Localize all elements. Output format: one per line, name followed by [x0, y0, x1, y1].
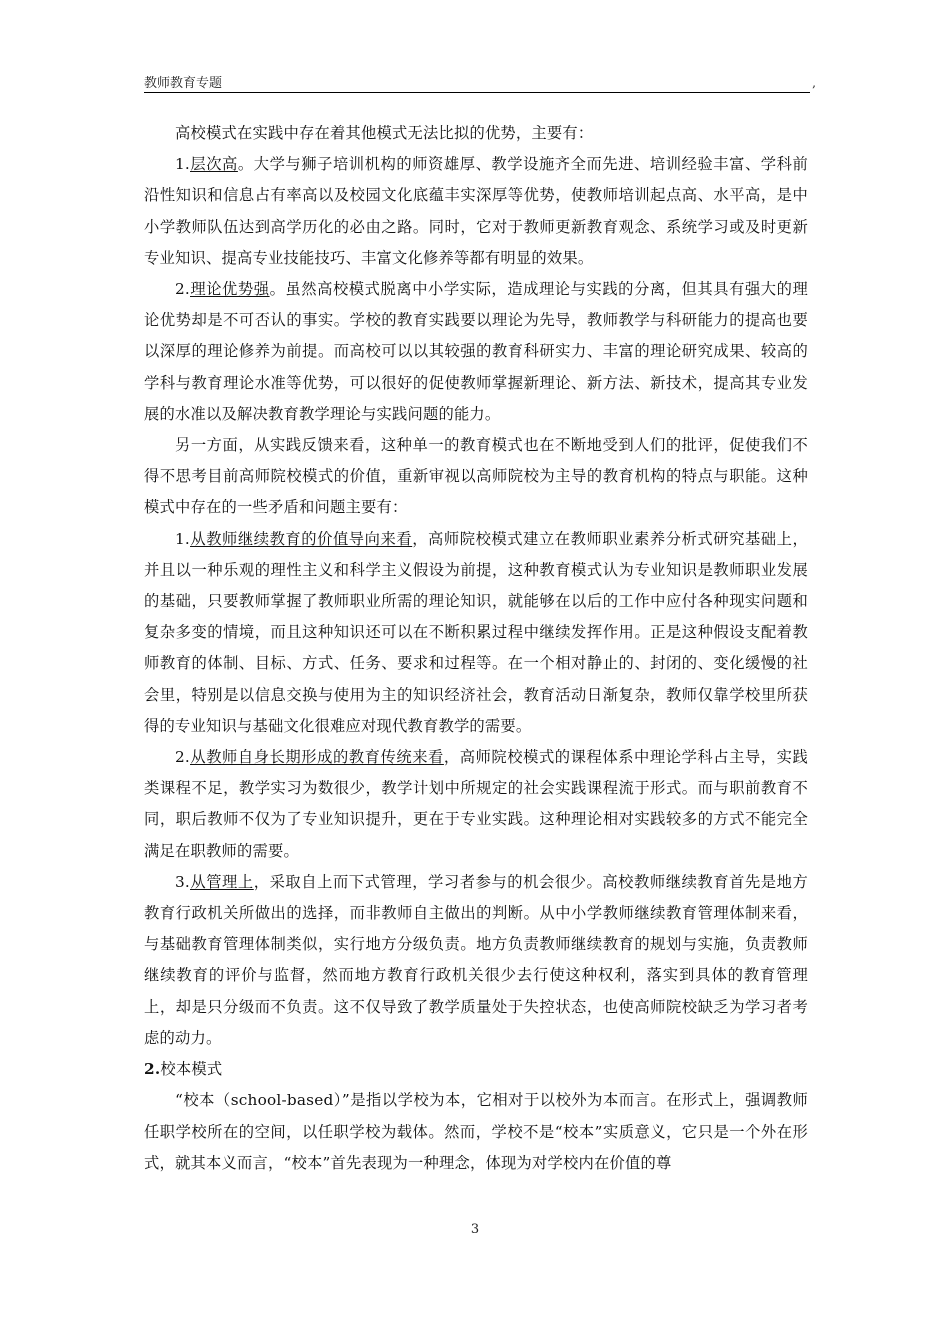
page-number: 3	[470, 1222, 480, 1237]
list-number: 2.	[175, 748, 190, 767]
paragraph-problem-3	[144, 867, 808, 1054]
underlined-phrase: 从教师自身长期形成的教育传统来看	[190, 748, 444, 767]
section-number: 2.	[144, 1060, 161, 1079]
underlined-phrase: 从管理上	[190, 872, 254, 891]
paragraph-problem-2	[144, 742, 808, 867]
paragraph-text: 。虽然高校模式脱离中小学实际，造成理论与实践的分离，但其具有强大的理论优势却是不可否认的事实。学校的教育实践要以理论为先导，教师教学与科研能力的提高也要以深厚的理论修养为前提。而高校可以以其较强的教育科研实力、丰富的理论研究成果、较高的学科与教育理论水准等优势，可以很好的促使教师掌握新理论、新方法、新技术，提高其专业发展的水准以及解决教育教学理论与实践问题的能力。	[144, 280, 808, 423]
paragraph-school-based	[144, 1085, 808, 1179]
list-number: 3.	[175, 872, 190, 891]
paragraph-text: 高校模式在实践中存在着其他模式无法比拟的优势，主要有：	[175, 124, 594, 142]
paragraph-text: 另一方面，从实践反馈来看，这种单一的教育模式也在不断地受到人们的批评，促使我们不得不思考目前高师院校模式的价值，重新审视以高师院校为主导的教育机构的特点与职能。这种模式中存在的一些矛盾和问题主要有：	[144, 436, 808, 517]
paragraph-advantage-1	[144, 149, 808, 274]
list-number: 1.	[175, 155, 190, 174]
paragraph-intro	[144, 118, 808, 149]
header-title: 教师教育专题	[144, 76, 223, 91]
paragraph-transition	[144, 430, 808, 524]
page-header	[144, 70, 816, 93]
header-mark: ,	[812, 76, 816, 90]
paragraph-text: “校本（school-based）”是指以学校为本，它相对于以校外为本而言。在形式上，强调教师任职学校所在的空间，以任职学校为载体。然而，学校不是“校本”实质意义，它只是一个外在形式，就其本义而言，“校本”首先表现为一种理念，体现为对学校内在价值的尊	[144, 1091, 808, 1172]
paragraph-advantage-2	[144, 274, 808, 430]
paragraph-problem-1	[144, 524, 808, 742]
paragraph-text: ，高师院校模式建立在教师职业素养分析式研究基础上，并且以一种乐观的理性主义和科学主义假设为前提，这种教育模式认为专业知识是教师职业发展的基础，只要教师掌握了教师职业所需的理论知识，就能够在以后的工作中应付各种现实问题和复杂多变的情境，而且这种知识还可以在不断积累过程中继续发挥作用。正是这种假设支配着教师教育的体制、目标、方式、任务、要求和过程等。在一个相对静止的、封闭的、变化缓慢的社会里，特别是以信息交换与使用为主的知识经济社会，教育活动日渐复杂，教师仅靠学校里所获得的专业知识与基础文化很难应对现代教育教学的需要。	[144, 529, 808, 735]
underlined-phrase: 理论优势强	[190, 280, 270, 299]
underlined-phrase: 层次高	[190, 155, 238, 174]
underlined-phrase: 从教师继续教育的价值导向来看	[190, 529, 413, 548]
section-title: 校本模式	[160, 1060, 223, 1079]
paragraph-text: 。大学与狮子培训机构的师资雄厚、教学设施齐全而先进、培训经验丰富、学科前沿性知识和信息占有率高以及校园文化底蕴丰实深厚等优势，使教师培训起点高、水平高，是中小学教师队伍达到高学历化的必由之路。同时，它对于教师更新教育观念、系统学习或及时更新专业知识、提高专业技能技巧、丰富文化修养等都有明显的效果。	[144, 155, 808, 267]
paragraph-text: ，采取自上而下式管理，学习者参与的机会很少。高校教师继续教育首先是地方教育行政机关所做出的选择，而非教师自主做出的判断。从中小学教师继续教育管理体制来看，与基础教育管理体制类似，实行地方分级负责。地方负责教师继续教育的规划与实施，负责教师继续教育的评价与监督，然而地方教育行政机关很少去行使这种权利，落实到具体的教育管理上，却是只分级而不负责。这不仅导致了教学质量处于失控状态，也使高师院校缺乏为学习者考虑的动力。	[144, 872, 808, 1047]
document-body	[144, 118, 808, 1179]
list-number: 1.	[175, 529, 190, 548]
section-heading	[144, 1054, 808, 1085]
paragraph-text: ，高师院校模式的课程体系中理论学科占主导，实践类课程不足，教学实习为数很少，教学计划中所规定的社会实践课程流于形式。而与职前教育不同，职后教师不仅为了专业知识提升，更在于专业实践。这种理论相对实践较多的方式不能完全满足在职教师的需要。	[144, 748, 808, 860]
list-number: 2.	[175, 280, 190, 299]
